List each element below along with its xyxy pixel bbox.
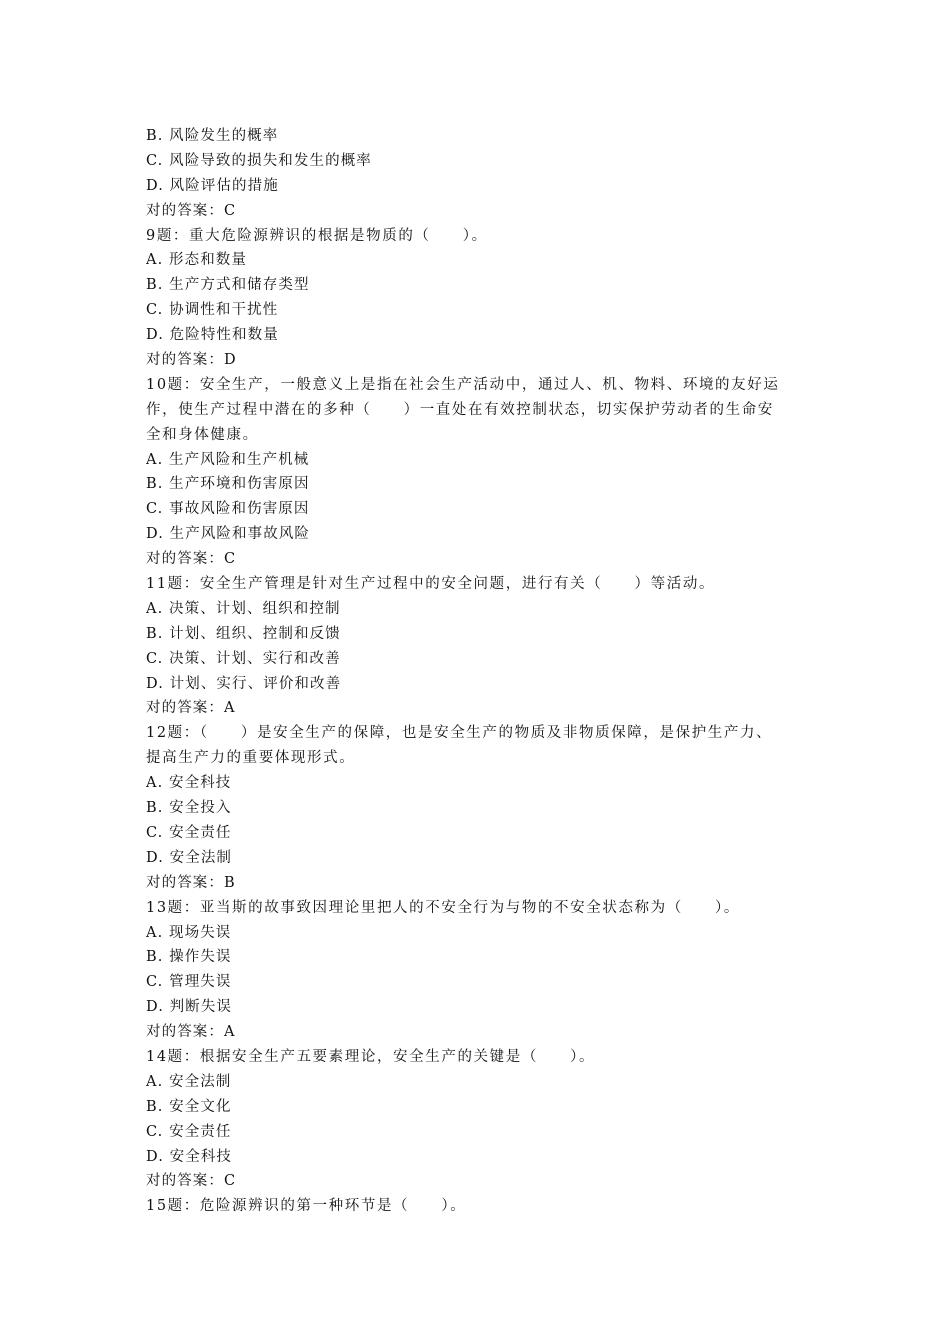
option-d-q10: D. 生产风险和事故风险 <box>146 526 311 543</box>
option-b-q14: B. 安全文化 <box>146 1098 232 1115</box>
option-d-q13: D. 判断失误 <box>146 999 233 1016</box>
question-14: 14题：根据安全生产五要素理论，安全生产的关键是（ ）。 <box>146 1048 596 1065</box>
option-c-q14: C. 安全责任 <box>146 1123 232 1140</box>
option-b-q13: B. 操作失误 <box>146 949 232 966</box>
option-a-q9: A. 形态和数量 <box>146 252 247 269</box>
option-a-q14: A. 安全法制 <box>146 1073 232 1090</box>
question-11: 11题：安全生产管理是针对生产过程中的安全问题，进行有关（ ）等活动。 <box>146 576 716 593</box>
question-10-line-3: 全和身体健康。 <box>146 426 259 443</box>
option-b-q9: B. 生产方式和储存类型 <box>146 277 310 294</box>
option-b-q12: B. 安全投入 <box>146 800 232 817</box>
answer-q10: 对的答案：C <box>146 551 237 568</box>
option-a-q11: A. 决策、计划、组织和控制 <box>146 600 341 617</box>
answer-q14: 对的答案：C <box>146 1173 237 1190</box>
option-d-q9: D. 危险特性和数量 <box>146 327 279 344</box>
option-c-q11: C. 决策、计划、实行和改善 <box>146 650 341 667</box>
option-d-q11: D. 计划、实行、评价和改善 <box>146 675 342 692</box>
option-d-q14: D. 安全科技 <box>146 1148 233 1165</box>
answer-q11: 对的答案：A <box>146 700 236 717</box>
question-10-line-2: 作，使生产过程中潜在的多种（ ）一直处在有效控制状态，切实保护劳动者的生命安 <box>146 401 774 418</box>
document-page <box>146 124 811 1219</box>
answer-q12: 对的答案：B <box>146 874 236 891</box>
option-a-q10: A. 生产风险和生产机械 <box>146 451 310 468</box>
answer-q8: 对的答案：C <box>146 202 237 219</box>
option-b-q10: B. 生产环境和伤害原因 <box>146 476 310 493</box>
question-9: 9题：重大危险源辨识的根据是物质的（ ）。 <box>146 227 488 244</box>
question-13: 13题：亚当斯的故事致因理论里把人的不安全行为与物的不安全状态称为（ ）。 <box>146 899 740 916</box>
option-c-q13: C. 管理失误 <box>146 974 232 991</box>
answer-q13: 对的答案：A <box>146 1024 236 1041</box>
option-a-q13: A. 现场失误 <box>146 924 232 941</box>
question-10-line-1: 10题：安全生产，一般意义上是指在社会生产活动中，通过人、机、物料、环境的友好运 <box>146 376 780 393</box>
answer-q9: 对的答案：D <box>146 352 237 369</box>
option-d-q8: D. 风险评估的措施 <box>146 177 279 194</box>
question-15: 15题：危险源辨识的第一种环节是（ ）。 <box>146 1198 467 1215</box>
option-b-q11: B. 计划、组织、控制和反馈 <box>146 625 341 642</box>
question-12-line-1: 12题：（ ）是安全生产的保障，也是安全生产的物质及非物质保障，是保护生产力、 <box>146 725 773 742</box>
option-a-q12: A. 安全科技 <box>146 775 232 792</box>
option-c-q9: C. 协调性和干扰性 <box>146 302 279 319</box>
option-c-q8: C. 风险导致的损失和发生的概率 <box>146 152 372 169</box>
question-12-line-2: 提高生产力的重要体现形式。 <box>146 750 356 767</box>
option-c-q12: C. 安全责任 <box>146 824 232 841</box>
option-b-q8: B. 风险发生的概率 <box>146 128 279 144</box>
option-c-q10: C. 事故风险和伤害原因 <box>146 501 310 518</box>
option-d-q12: D. 安全法制 <box>146 849 233 866</box>
